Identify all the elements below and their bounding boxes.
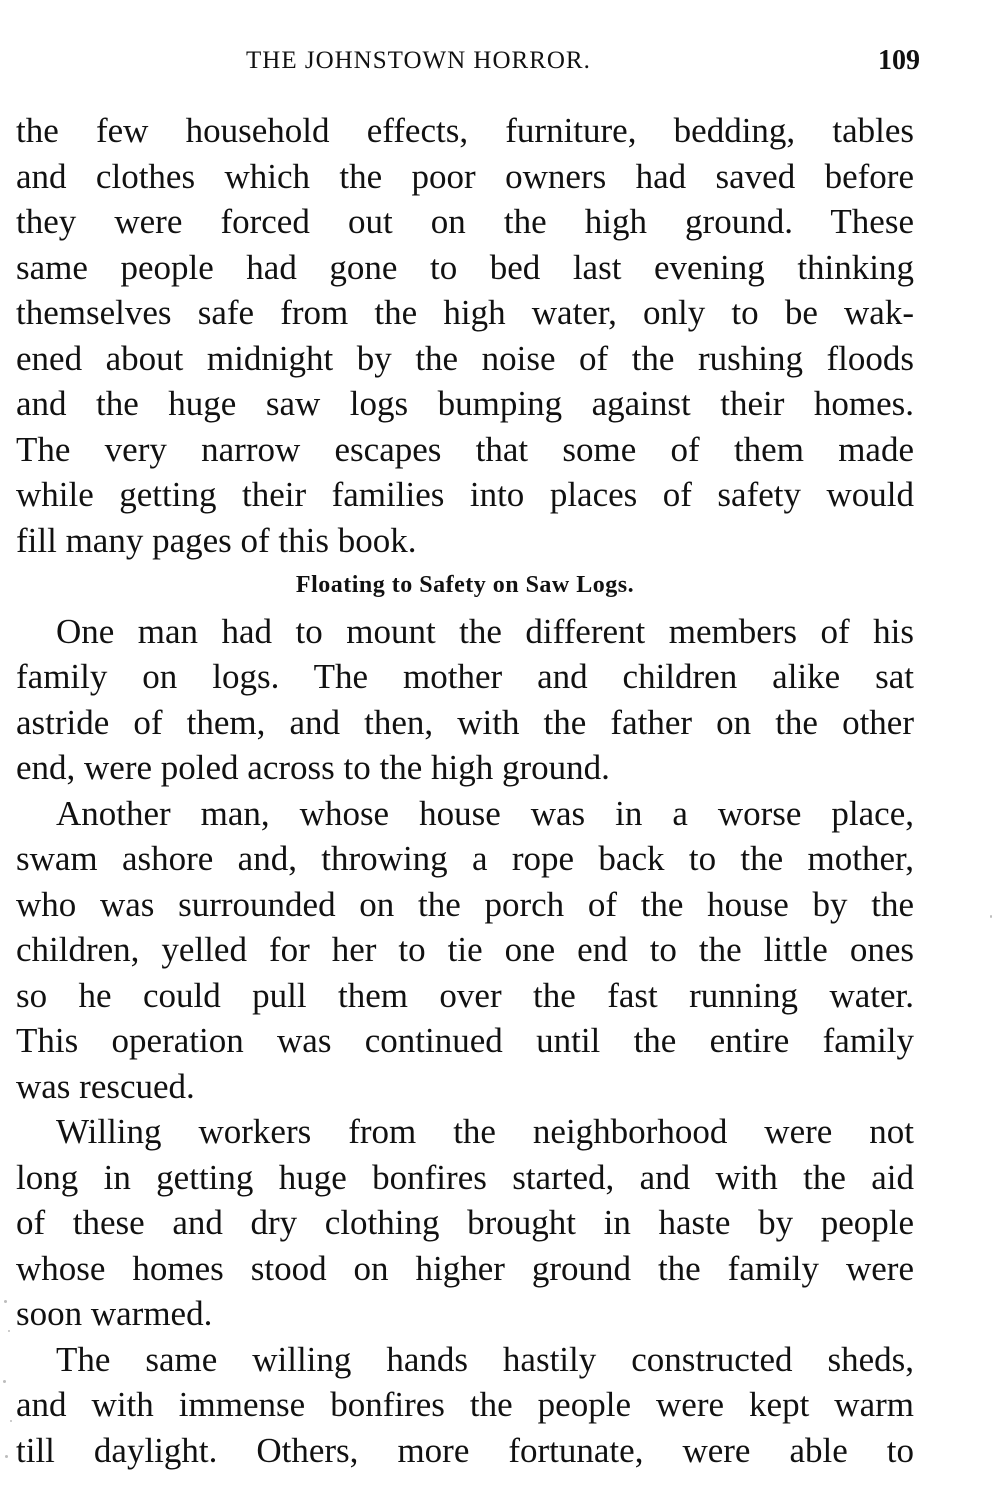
text-line: themselves safe from the high water, only to be wak- xyxy=(16,293,914,332)
text-line: fill many pages of this book. xyxy=(16,520,417,560)
text-line: Another man, whose house was in a worse place, xyxy=(56,793,914,833)
text-line: The very narrow escapes that some of them made xyxy=(16,429,914,469)
text-line: so he could pull them over the fast running water. xyxy=(16,975,914,1015)
scan-speck xyxy=(3,1380,6,1383)
scan-speck xyxy=(4,1300,7,1303)
body-text xyxy=(16,108,914,1473)
text-line: and with immense bonfires the people were kept warm xyxy=(16,1385,914,1424)
scan-speck xyxy=(5,1455,8,1458)
paragraph xyxy=(16,108,914,563)
running-head: THE JOHNSTOWN HORROR. xyxy=(246,47,591,74)
text-line: swam ashore and, throwing a rope back to the mother, xyxy=(16,839,914,878)
text-line: ened about midnight by the noise of the rushing floods xyxy=(16,338,914,378)
text-line: whose homes stood on higher ground the family were xyxy=(16,1248,914,1288)
text-line: soon warmed. xyxy=(16,1294,213,1333)
paragraph xyxy=(16,1109,914,1337)
text-line: who was surrounded on the porch of the house by the xyxy=(16,884,914,924)
scan-speck xyxy=(10,1420,12,1422)
text-line: The same willing hands hastily constructed sheds, xyxy=(56,1339,914,1379)
text-line: and the huge saw logs bumping against their homes. xyxy=(16,384,914,423)
text-line: was rescued. xyxy=(16,1066,195,1106)
page-header xyxy=(14,44,920,78)
text-line: and clothes which the poor owners had saved before xyxy=(16,156,914,196)
text-line: children, yelled for her to tie one end to the little ones xyxy=(16,930,914,969)
section-subheading: Floating to Safety on Saw Logs. xyxy=(295,572,635,598)
paragraph xyxy=(16,1337,914,1474)
paragraph xyxy=(16,791,914,1110)
text-line: One man had to mount the different members of his xyxy=(56,611,914,651)
text-line: the few household effects, furniture, bedding, tables xyxy=(16,111,914,150)
text-line: till daylight. Others, more fortunate, were able to xyxy=(16,1430,914,1470)
text-line: end, were poled across to the high ground. xyxy=(16,748,610,787)
text-line: astride of them, and then, with the father on the other xyxy=(16,702,914,742)
page-number: 109 xyxy=(878,45,920,76)
text-line: Willing workers from the neighborhood were not xyxy=(56,1112,914,1151)
scan-speck xyxy=(8,1330,10,1332)
text-line: they were forced out on the high ground. These xyxy=(16,202,914,241)
paragraph xyxy=(16,609,914,791)
text-line: of these and dry clothing brought in haste by people xyxy=(16,1203,914,1242)
scan-speck xyxy=(990,915,992,918)
text-line: family on logs. The mother and children alike sat xyxy=(16,657,914,696)
text-line: same people had gone to bed last evening thinking xyxy=(16,247,914,287)
text-line: This operation was continued until the entire family xyxy=(16,1021,914,1060)
text-line: long in getting huge bonfires started, and with the aid xyxy=(16,1157,914,1197)
text-line: while getting their families into places of safety would xyxy=(16,475,914,514)
